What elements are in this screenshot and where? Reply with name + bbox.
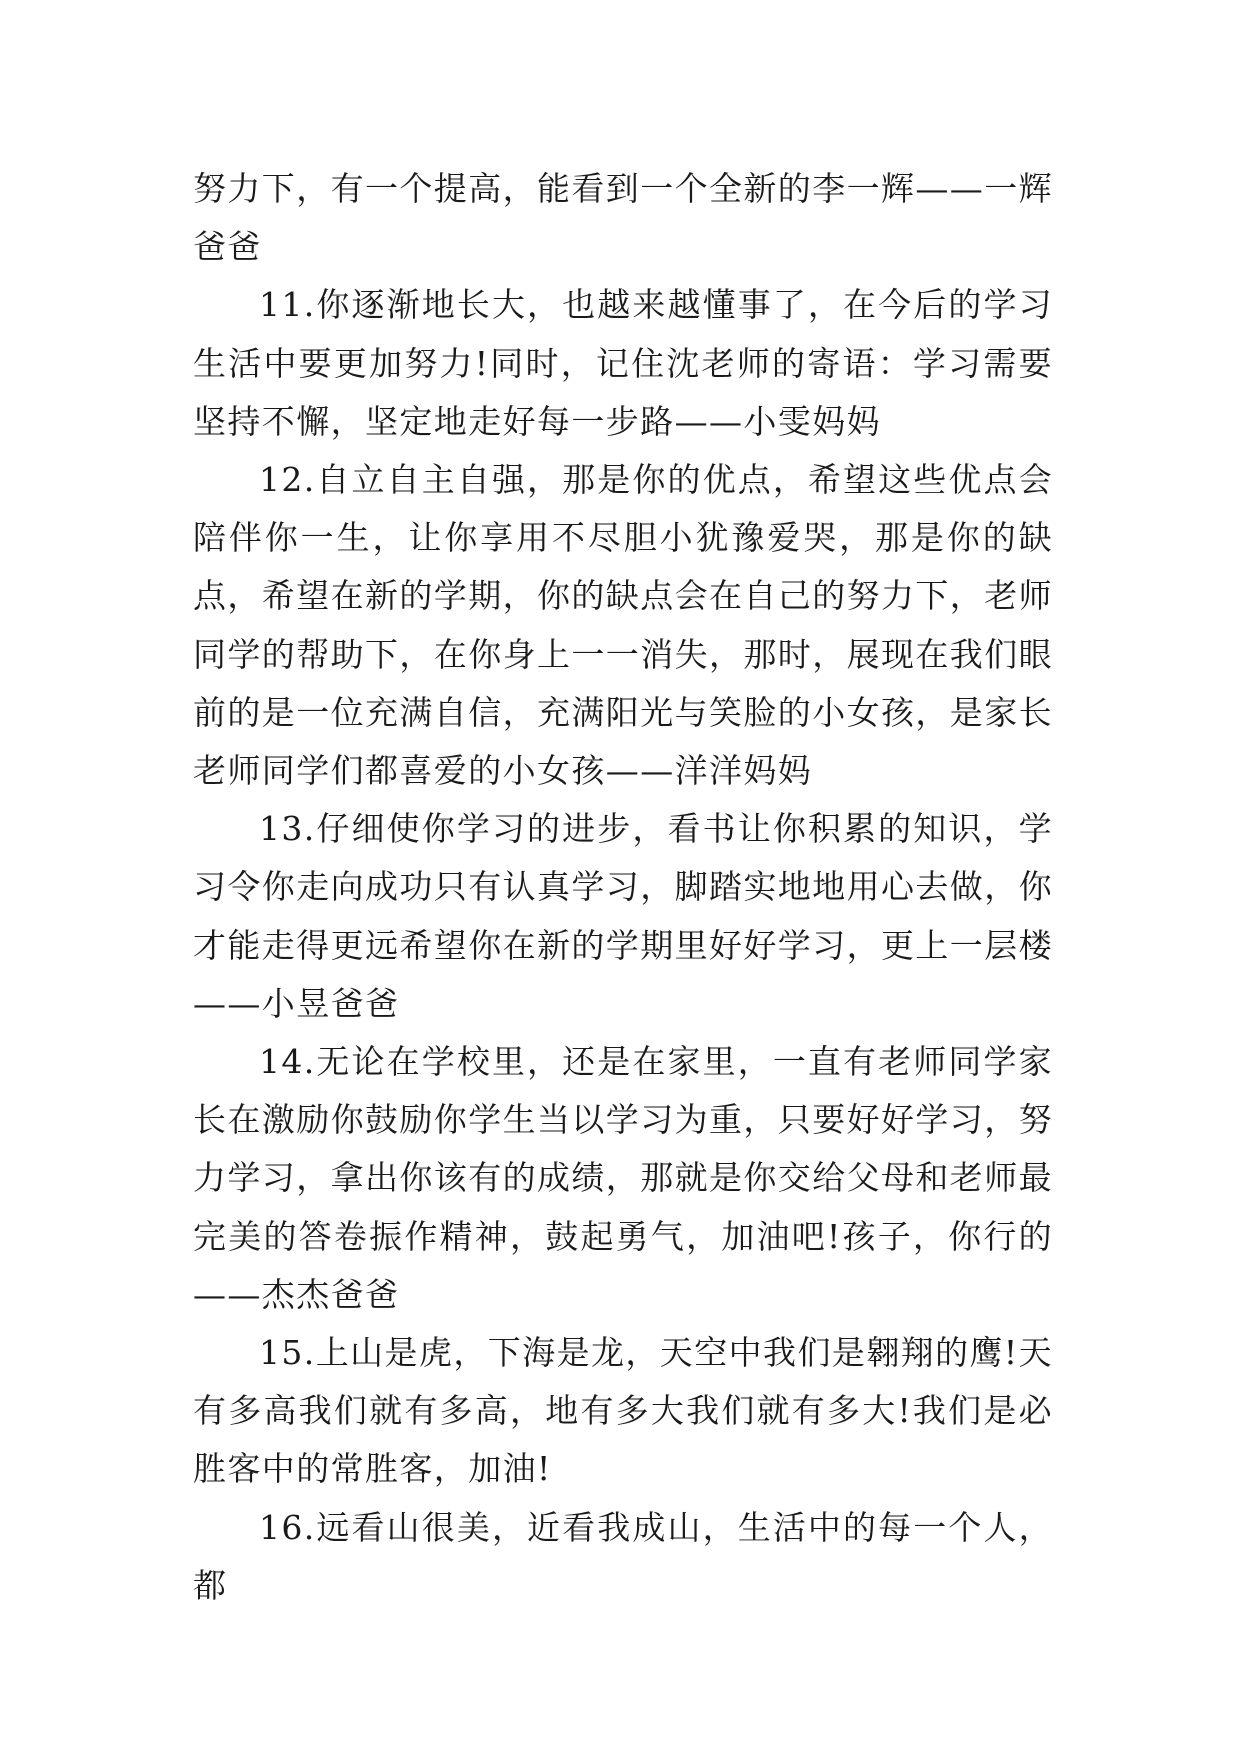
document-body: [193, 160, 1053, 1615]
paragraph-item-12: 12.自立自主自强，那是你的优点，希望这些优点会陪伴你一生，让你享用不尽胆小犹豫爱哭，那是你的缺点，希望在新的学期，你的缺点会在自己的努力下，老师同学的帮助下，在你身上一一消失，那时，展现在我们眼前的是一位充满自信，充满阳光与笑脸的小女孩，是家长老师同学们都喜爱的小女孩——洋洋妈妈: [193, 460, 1053, 791]
paragraph-item-14: 14.无论在学校里，还是在家里，一直有老师同学家长在激励你鼓励你学生当以学习为重，只要好好学习，努力学习，拿出你该有的成绩，那就是你交给父母和老师最完美的答卷振作精神，鼓起勇气，加油吧!孩子，你行的——杰杰爸爸: [193, 1042, 1053, 1314]
paragraph-item-11: 11.你逐渐地长大，也越来越懂事了，在今后的学习生活中要更加努力!同时，记住沈老师的寄语：学习需要坚持不懈，坚定地走好每一步路——小雯妈妈: [193, 285, 1053, 441]
paragraph-item-15: 15.上山是虎，下海是龙，天空中我们是翱翔的鹰!天有多高我们就有多高，地有多大我们就有多大!我们是必胜客中的常胜客，加油!: [193, 1333, 1053, 1489]
paragraph-continuation: 努力下，有一个提高，能看到一个全新的李一辉——一辉爸爸: [193, 169, 1053, 267]
paragraph-item-13: 13.仔细使你学习的进步，看书让你积累的知识，学习令你走向成功只有认真学习，脚踏实地地用心去做，你才能走得更远希望你在新的学期里好好学习，更上一层楼——小昱爸爸: [193, 809, 1053, 1023]
paragraph-item-16: 16.远看山很美，近看我成山，生活中的每一个人，都: [193, 1507, 1053, 1605]
